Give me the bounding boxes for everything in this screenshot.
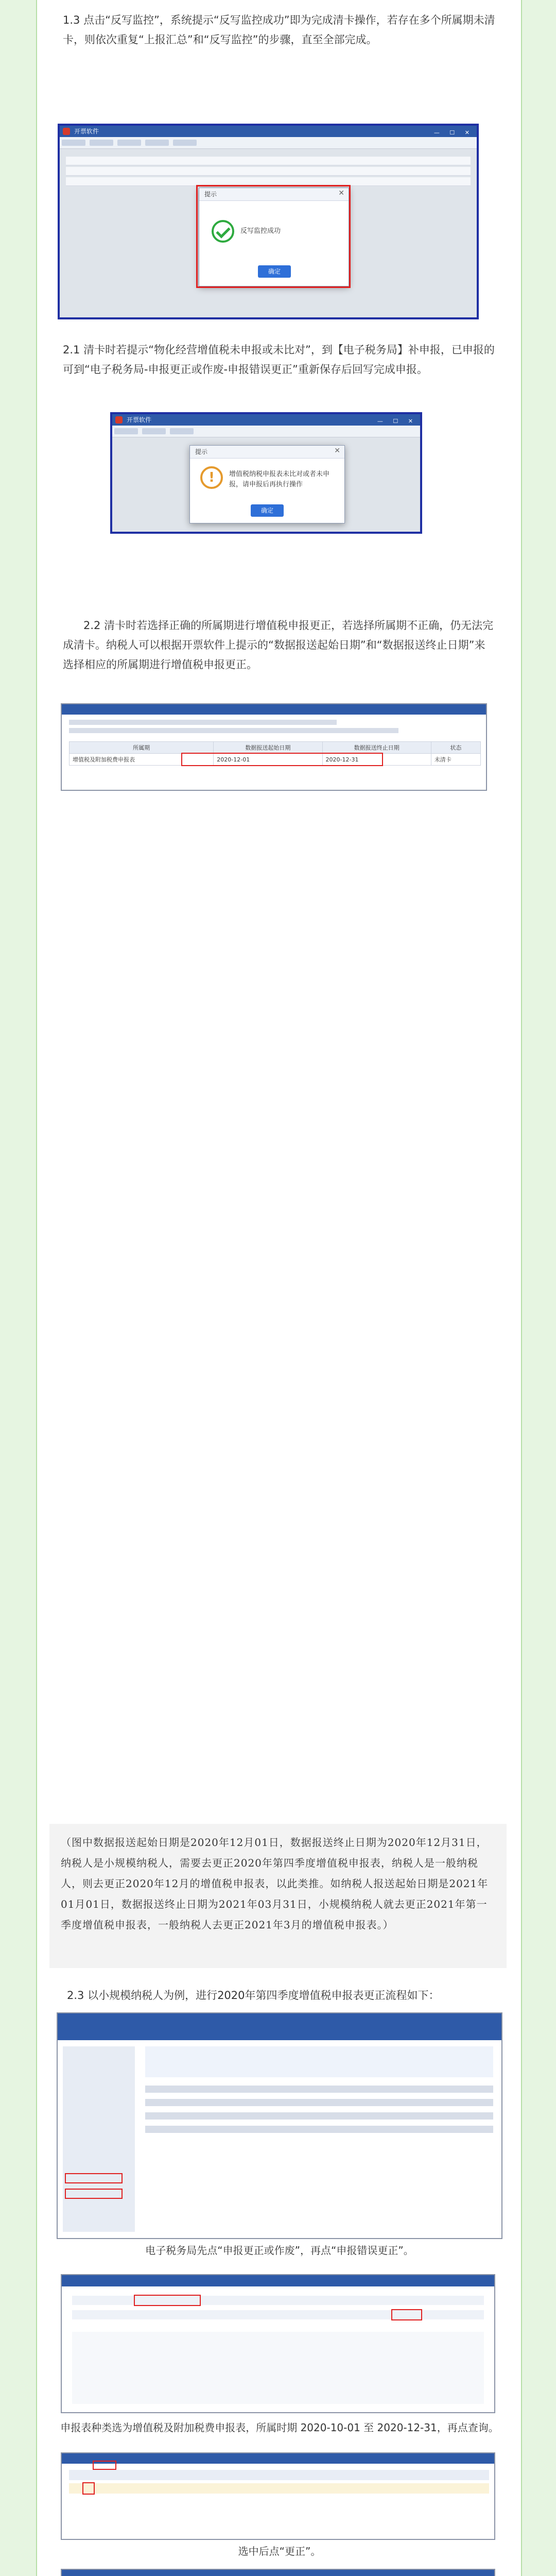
highlight-box (391, 2309, 422, 2320)
highlight-box (134, 2295, 201, 2306)
caption-query: 申报表种类选为增值税及附加税费申报表，所属时期 2020-10-01 至 2020-12-31，再点查询。 (60, 2421, 499, 2434)
app-title: 开票软件 (74, 128, 99, 135)
screenshot-select-correct (61, 2452, 495, 2540)
app-header (62, 704, 487, 715)
highlight-box (65, 2173, 123, 2183)
table-header: 数据报送终止日期 (322, 742, 431, 754)
dialog-message: 反写监控成功 (240, 227, 281, 235)
table-header: 状态 (431, 742, 480, 754)
toolbar (112, 426, 420, 437)
close-icon[interactable]: ✕ (338, 189, 344, 197)
highlight-box (93, 2461, 116, 2470)
app-titlebar (60, 126, 477, 137)
app-titlebar (112, 414, 420, 426)
step-2-2-text: 2.2 清卡时若选择正确的所属期进行增值税申报更正，若选择所属期不正确，仍无法完成清卡。纳税人可以根据开票软件上提示的“数据报送起始日期”和“数据报送终止日期”来选择相应的所属期进行增值税申报更正。 (63, 619, 494, 671)
screenshot-writeback-success-1 (58, 124, 479, 319)
highlight-box (82, 2482, 95, 2495)
warning-icon: ! (200, 466, 223, 489)
portal-sidebar (63, 2046, 135, 2232)
table-header: 所属期 (70, 742, 214, 754)
table-cell: 2020-12-01 (214, 754, 322, 766)
screenshot-etax-portal (57, 2012, 502, 2239)
result-area (72, 2332, 484, 2404)
note-text: （图中数据报送起始日期是2020年12月01日，数据报送终止日期为2020年12月31日，纳税人是小规模纳税人，需要去更正2020年第四季度增值税申报表，纳税人是一般纳税人，则去更正2020年12月的增值税申报表，以此类推。如纳税人报送起始日期是2021年01月01日，数据报送终止日期为2021年03月31日，小规模纳税人就去更正2021年第一季度增值税申报表，一般纳税人去更正2021年3月的增值税申报表。） (61, 1836, 489, 1931)
close-icon[interactable]: ✕ (334, 447, 340, 455)
step-2-1-text: 2.1 清卡时若提示“物化经营增值税未申报或未比对”，到【电子税务局】补申报，已申报的可到“电子税务局-申报更正或作废-申报错误更正”重新保存后回写完成申报。 (63, 344, 495, 376)
step-1-3-text: 1.3 点击“反写监控”，系统提示“反写监控成功”即为完成清卡操作，若存在多个所属期未清卡，则依次重复“上报汇总”和“反写监控”的步骤，直至全部完成。 (63, 14, 495, 46)
highlight-box (181, 753, 383, 766)
ok-button[interactable]: 确定 (258, 265, 291, 278)
form-header (62, 2453, 495, 2464)
form-header (62, 2570, 495, 2576)
window-controls[interactable]: — ☐ ✕ (377, 418, 417, 425)
date-explanation-note (49, 1824, 507, 1968)
table-cell: 未清卡 (431, 754, 480, 766)
screenshot-unfiled-warning (110, 412, 422, 534)
screenshot-query-form (61, 2274, 495, 2413)
dialog-message: 增值税纳税申报表未比对或者未申报，请申报后再执行操作 (229, 470, 330, 488)
step-2-3-text: 2.3 以小规模纳税人为例，进行2020年第四季度增值税申报表更正流程如下： (67, 1989, 440, 2002)
portal-banner (145, 2046, 493, 2077)
info-line (69, 728, 398, 733)
highlight-box (65, 2189, 123, 2199)
app-logo-icon (115, 416, 123, 423)
app-logo-icon (63, 128, 70, 135)
info-line (69, 720, 337, 725)
dialog-unfiled-warning (189, 445, 345, 523)
portal-header (58, 2013, 502, 2040)
table-header: 数据报送起始日期 (214, 742, 322, 754)
selected-row (69, 2483, 489, 2494)
table-cell: 2020-12-31 (322, 754, 431, 766)
caption-select: 选中后点“更正”。 (238, 2545, 321, 2557)
window-controls[interactable]: — ☐ ✕ (433, 129, 474, 136)
form-header (62, 2275, 495, 2286)
table-head (69, 2470, 489, 2480)
screenshot-report-dates (61, 703, 487, 791)
table-cell: 增值税及附加税费申报表 (70, 754, 214, 766)
highlight-box (196, 185, 351, 288)
screenshot-return-forms (61, 2569, 495, 2576)
list-line (145, 2112, 493, 2120)
dialog-title: 提示 (190, 446, 344, 459)
dialog-title: 提示 (199, 188, 349, 201)
form-row (72, 2310, 484, 2319)
ok-button[interactable]: 确定 (251, 504, 284, 517)
toolbar (60, 137, 477, 149)
list-line (145, 2099, 493, 2106)
list-line (145, 2126, 493, 2133)
list-line (145, 2086, 493, 2093)
caption-correction-menu: 电子税务局先点“申报更正或作废”，再点“申报错误更正”。 (145, 2244, 414, 2257)
app-title: 开票软件 (127, 416, 152, 423)
